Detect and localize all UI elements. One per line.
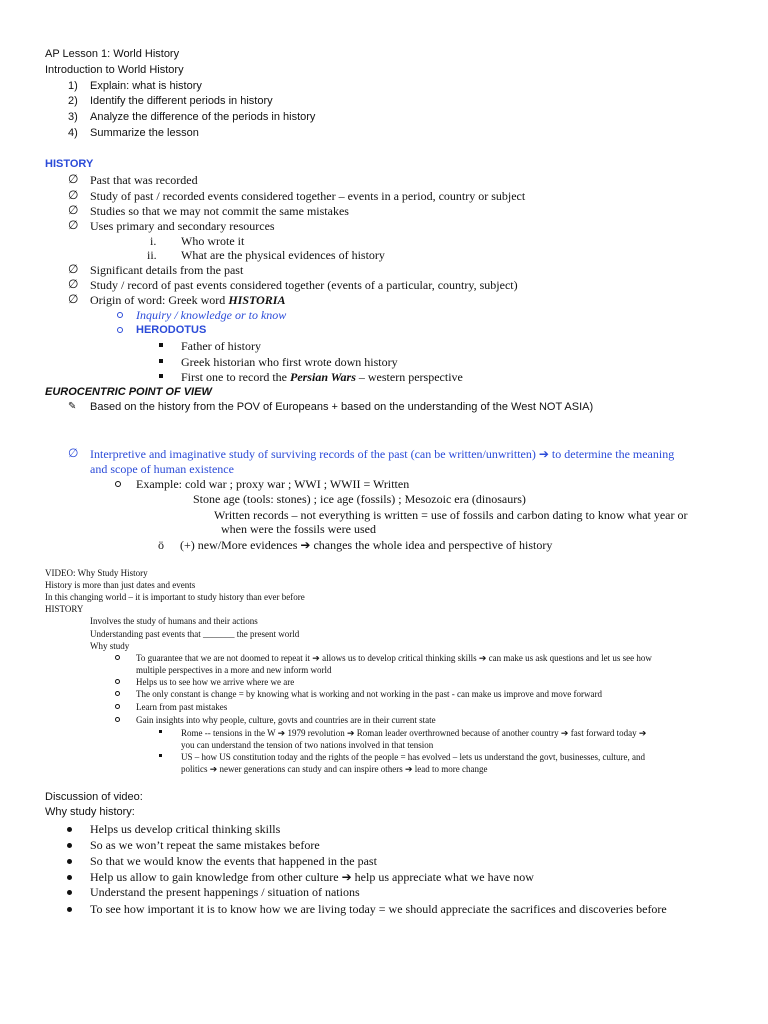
sub-reason-text: Rome -- tensions in the W ➔ 1979 revolution ➔ Roman leader overthrowned because of another country ➔ fast forward today ➔: [181, 728, 647, 738]
checkmark-icon: ∅: [68, 262, 79, 276]
history-item: Past that was recorded: [90, 173, 198, 187]
objective-text: Explain: what is history: [90, 80, 202, 92]
bullet-icon: [67, 875, 72, 880]
resource-text: What are the physical evidences of history: [181, 248, 385, 262]
stone-age-text: Stone age (tools: stones) ; ice age (fossils) ; Mesozoic era (dinosaurs): [193, 492, 526, 506]
circle-bullet-icon: [115, 717, 120, 722]
sub-reason-text: US – how US constitution today and the rights of the people = has evolved – lets us understand the govt, businesses, culture, and: [181, 752, 646, 762]
discussion-item: Understand the present happenings / situation of nations: [90, 885, 360, 899]
square-bullet-icon: [159, 374, 163, 378]
bullet-icon: [67, 890, 72, 895]
origin-line: [90, 293, 285, 308]
checkmark-icon: ∅: [68, 277, 79, 291]
bullet-icon: [67, 859, 72, 864]
interpretive-line: and scope of human existence: [90, 462, 234, 476]
origin-word: HISTORIA: [228, 293, 286, 307]
circle-bullet-icon: [115, 691, 120, 696]
video-point: Involves the study of humans and their actions: [90, 616, 258, 626]
discussion-item: Help us allow to gain knowledge from other culture ➔ help us appreciate what we have now: [90, 870, 534, 884]
eurocentric-text: Based on the history from the POV of Europeans + based on the understanding of the West NOT ASIA): [90, 401, 594, 413]
persian-suffix: – western perspective: [355, 370, 463, 384]
checkmark-icon: ∅: [68, 203, 79, 217]
circle-bullet-icon: [115, 655, 120, 660]
evidences-text: (+) new/More evidences ➔ changes the whole idea and perspective of history: [180, 538, 553, 552]
square-bullet-icon: [159, 359, 163, 363]
discussion-item: So as we won’t repeat the same mistakes before: [90, 838, 320, 852]
square-bullet-icon: [159, 343, 163, 347]
discussion-item: To see how important it is to know how we are living today = we should appreciate the sacrifices and discoveries before: [90, 902, 667, 916]
discussion-item: Helps us develop critical thinking skills: [90, 822, 281, 836]
reason-text: Gain insights into why people, culture, govts and countries are in their current state: [136, 715, 436, 725]
video-line: In this changing world – it is important to study history than ever before: [45, 592, 305, 602]
square-bullet-icon: [159, 730, 162, 733]
history-item: Studies so that we may not commit the same mistakes: [90, 204, 349, 218]
discussion-title: Discussion of video:: [45, 791, 143, 803]
objective-number: 3): [68, 111, 78, 123]
written-records-text: when were the fossils were used: [221, 522, 376, 536]
lesson-subtitle: Introduction to World History: [45, 64, 184, 76]
pointer-icon: ✎: [68, 401, 77, 412]
circle-bullet-icon: [117, 327, 123, 333]
circle-bullet-icon: [115, 679, 120, 684]
checkmark-icon: ∅: [68, 446, 79, 460]
reason-text: To guarantee that we are not doomed to repeat it ➔ allows us to develop critical thinking skills ➔ can make us ask questions and let us see how: [136, 653, 652, 663]
video-line: History is more than just dates and events: [45, 580, 196, 590]
bullet-icon: [67, 843, 72, 848]
persian-prefix: First one to record the: [181, 370, 290, 384]
history-item: Study of past / recorded events considered together – events in a period, country or subject: [90, 189, 526, 203]
circle-bullet-icon: [117, 312, 123, 318]
persian-word: Persian Wars: [289, 370, 356, 384]
interpretive-line: Interpretive and imaginative study of surviving records of the past (can be written/unwritten) ➔ to determine the meaning: [90, 447, 675, 461]
objective-number: 1): [68, 80, 78, 92]
reason-text: Helps us to see how we arrive where we are: [136, 677, 295, 687]
resource-number: ii.: [147, 248, 157, 262]
bullet-icon: [67, 827, 72, 832]
discussion-subtitle: Why study history:: [45, 806, 135, 818]
eurocentric-heading: EUROCENTRIC POINT OF VIEW: [45, 386, 212, 398]
video-history-heading: HISTORY: [45, 604, 84, 614]
bullet-icon: [67, 907, 72, 912]
checkmark-icon: ∅: [68, 292, 79, 306]
history-item: Significant details from the past: [90, 263, 244, 277]
herodotus-heading: HERODOTUS: [136, 324, 207, 336]
origin-prefix: Origin of word: Greek word: [90, 293, 229, 307]
circle-bullet-icon: [115, 704, 120, 709]
video-point: Understanding past events that _______ the present world: [90, 629, 300, 639]
reason-text: The only constant is change = by knowing what is working and not working in the past - can make us improve and move forward: [136, 689, 602, 699]
reason-text: multiple perspectives in a more and new inform world: [136, 665, 332, 675]
video-point: Why study: [90, 641, 130, 651]
objective-text: Analyze the difference of the periods in history: [90, 111, 316, 123]
history-heading: HISTORY: [45, 158, 94, 170]
objective-number: 2): [68, 95, 78, 107]
video-title: VIDEO: Why Study History: [45, 568, 148, 578]
lesson-title: AP Lesson 1: World History: [45, 48, 180, 60]
herodotus-point: Greek historian who first wrote down history: [181, 355, 398, 369]
inquiry-text: Inquiry / knowledge or to know: [136, 308, 287, 322]
sub-reason-text: politics ➔ newer generations can study and can inspire others ➔ lead to more change: [181, 764, 488, 774]
objective-number: 4): [68, 127, 78, 139]
sub-reason-text: you can understand the tension of two nations involved in that tension: [181, 740, 434, 750]
circle-bullet-icon: [115, 481, 121, 487]
persian-line: [181, 370, 463, 385]
resource-number: i.: [150, 234, 157, 248]
example-text: Example: cold war ; proxy war ; WWI ; WWII = Written: [136, 477, 410, 491]
written-records-text: Written records – not everything is written = use of fossils and carbon dating to know what year or: [214, 508, 688, 522]
history-item: Uses primary and secondary resources: [90, 219, 275, 233]
reason-text: Learn from past mistakes: [136, 702, 228, 712]
checkmark-icon: ∅: [68, 218, 79, 232]
checkmark-icon: ∅: [68, 172, 79, 186]
resource-text: Who wrote it: [181, 234, 245, 248]
discussion-item: So that we would know the events that happened in the past: [90, 854, 377, 868]
history-item: Study / record of past events considered together (events of a particular, country, subject): [90, 278, 518, 292]
checkmark-icon: ∅: [68, 188, 79, 202]
square-bullet-icon: [159, 754, 162, 757]
herodotus-point: Father of history: [181, 339, 261, 353]
circle-bullet-icon: ö: [158, 538, 164, 552]
objective-text: Identify the different periods in history: [90, 95, 273, 107]
objective-text: Summarize the lesson: [90, 127, 199, 139]
